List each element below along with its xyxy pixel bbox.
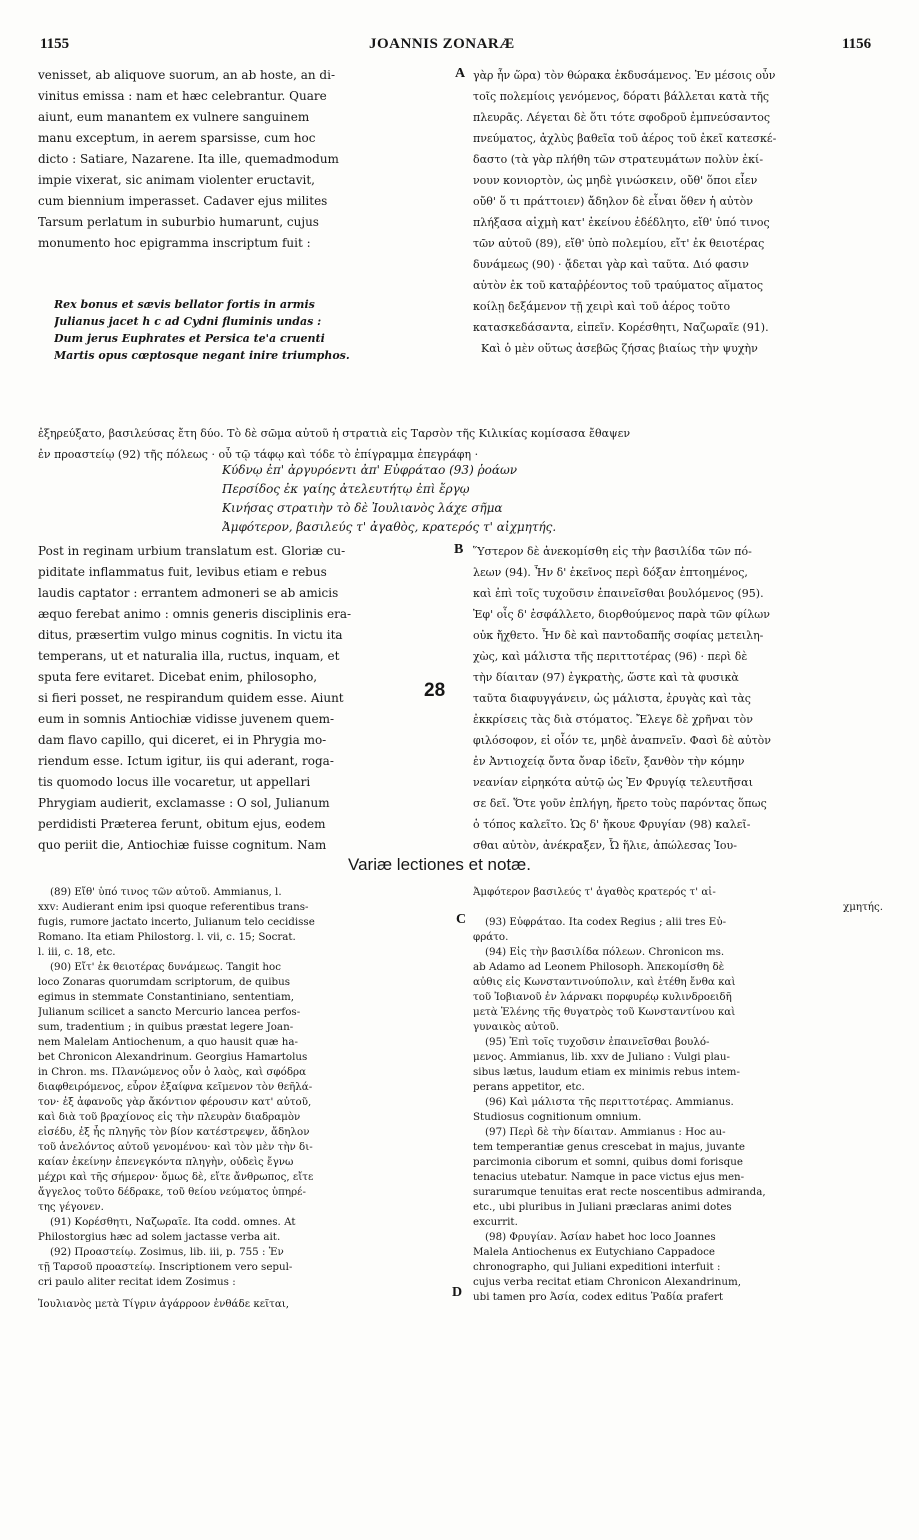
text-line: riendum esse. Ictum igitur, iis qui aderant, roga- — [38, 754, 334, 768]
text-line: sputa fere evitaret. Dicebat enim, philosopho, — [38, 670, 318, 684]
note-line: (90) Εἴτ' ἐκ θειοτέρας δυνάμεως. Tangit hoc — [50, 961, 281, 973]
margin-letter-c: C — [456, 912, 467, 927]
note-line: tem temperantiæ genus crescebat in majus, juvante — [473, 1141, 745, 1153]
text-line: τοῖς πολεμίοις γενόμενος, δόρατι βάλλεται κατὰ τῆς — [473, 90, 770, 103]
notes-heading: Variæ lectiones et notæ. — [348, 855, 531, 874]
note-line: in Chron. ms. Πλανώμενος οὖν ὁ λαὸς, καὶ σφόδρα — [38, 1066, 307, 1078]
note-line: ἄγγελος τοῦτο δέδρακε, τοῦ θείου νεύματος ὑπηρέ- — [38, 1186, 306, 1198]
verse-line: Περσίδος ἐκ γαίης ἀτελευτήτῳ ἐπὶ ἔργῳ — [222, 482, 470, 496]
note-line: fugis, rumore jactato incerto, Julianum telo cecidisse — [38, 916, 315, 928]
note-line: διαφθειρόμενος, εὗρον ἐξαίφνα κεῖμενον τὸν θεῆλά- — [38, 1081, 313, 1093]
note-line: nem Malelam Antiochenum, a quo hausit quæ ha- — [38, 1036, 298, 1048]
text-line: πλήξασα αἰχμὴ κατ' ἐκείνου ἐδέδλητο, εἴθ' ὑπό τινος — [473, 216, 770, 229]
text-line: ἐν προαστείῳ (92) τῆς πόλεως · οὗ τῷ τάφῳ καὶ τόδε τὸ ἐπίγραμμα ἐπεγράφη · — [38, 448, 479, 461]
text-line: πλευρᾶς. Λέγεται δὲ ὅτι τότε σφοδροῦ ἐμπνεύσαντος — [473, 111, 770, 124]
note-line: loco Zonaras quorumdam scriptorum, de quibus — [38, 976, 291, 988]
note-line: μετὰ Ἑλένης τῆς θυγατρὸς τοῦ Κωνσταντίνου καὶ — [473, 1006, 736, 1018]
text-line: τῶν αὐτοῦ (89), εἴθ' ὑπὸ πολεμίου, εἴτ' ἐκ θειοτέρας — [473, 237, 765, 250]
note-line: xxv: Audierant enim ipsi quoque referentibus trans- — [38, 901, 309, 913]
text-line: νεανίαν εἰρηκότα αὐτῷ ὡς Ἐν Φρυγίᾳ τελευτῆσαι — [473, 776, 753, 789]
note-line: Ἀμφότερον βασιλεύς τ' ἀγαθὸς κρατερός τ' αἰ- — [473, 886, 716, 898]
text-line: vinitus emissa : nam et hæc celebrantur. Quare — [38, 89, 327, 103]
note-line: (98) Φρυγίαν. Ἀσίαν habet hoc loco Joannes — [485, 1231, 716, 1243]
text-line: πνεύματος, ἀχλὺς βαθεῖα τοῦ ἀέρος τοῦ ἐκεῖ κατεσκέ- — [473, 132, 777, 145]
note-line: χμητής. — [842, 901, 883, 913]
note-line: chronographo, qui Juliani expeditioni interfuit : — [473, 1261, 721, 1273]
text-line: Καὶ ὁ μὲν οὕτως ἀσεβῶς ζήσας βιαίως τὴν ψυχὴν — [481, 342, 758, 355]
text-line: Tarsum perlatum in suburbio humarunt, cujus — [38, 215, 319, 229]
verse-line: Martis opus cœptosque negant inire triumphos. — [54, 349, 350, 362]
note-line: εἰσέδυ, ἐξ ἧς πληγῆς τὸν βίον κατέστρεψεν, ἄδηλον — [38, 1126, 310, 1138]
text-line: manu exceptum, in aerem sparsisse, cum hoc — [38, 131, 316, 145]
page-number-left: 1155 — [40, 36, 70, 52]
text-line: Phrygiam audierit, exclamasse : O sol, Julianum — [38, 796, 330, 810]
text-line: laudis captator : errantem admoneri se ab amicis — [38, 586, 339, 600]
text-line: perdidisti Præterea ferunt, obitum ejus, eodem — [38, 817, 326, 831]
text-line: ἐκκρίσεις τὰς διὰ στόματος. Ἔλεγε δὲ χρῆναι τὸν — [473, 713, 753, 726]
margin-letter-a: A — [455, 66, 466, 81]
page-number-right: 1156 — [842, 36, 872, 52]
note-line: cujus verba recitat etiam Chronicon Alexandrinum, — [473, 1276, 742, 1288]
running-title: JOANNIS ZONARÆ — [369, 36, 515, 52]
note-line: Malela Antiochenus ex Eutychiano Cappadoce — [473, 1246, 715, 1258]
text-line: tis quomodo locus ille vocaretur, ut appellari — [38, 775, 311, 789]
verse-line: Rex bonus et sævis bellator fortis in armis — [54, 298, 315, 311]
note-line: l. iii, c. 18, etc. — [38, 946, 116, 958]
text-line: χὼς, καὶ μάλιστα τῆς περιττοτέρας (96) · περὶ δὲ — [473, 650, 748, 663]
note-line: τῇ Ταρσοῦ προαστείῳ. Inscriptionem vero sepul- — [38, 1261, 293, 1273]
verse-line: Ἀμφότερον, βασιλεύς τ' ἀγαθὸς, κρατερός τ' αἰχμητής. — [222, 520, 557, 534]
text-line: si fieri posset, ne respirandum quidem esse. Aiunt — [38, 691, 344, 705]
text-line: piditate inflammatus fuit, levibus etiam e rebus — [38, 565, 327, 579]
text-line: τὴν δίαιταν (97) ἐγκρατὴς, ὥστε καὶ τὰ φυσικὰ — [473, 671, 739, 684]
note-line: αὐθις εἰς Κωνσταντινούπολιν, καὶ ἐτέθη ἔνθα καὶ — [473, 976, 736, 988]
note-line: excurrit. — [473, 1216, 518, 1228]
text-line: impie vixerat, sic animam violenter eructavit, — [38, 173, 315, 187]
note-line: Studiosus cognitionum omnium. — [473, 1111, 642, 1123]
verse-line: Κινήσας στρατιὴν τὸ δὲ Ἰουλιανὸς λάχε σῆμα — [222, 501, 503, 515]
text-line: φιλόσοφον, εἰ οἷόν τε, μηδὲ ἀναπνεῖν. Φασὶ δὲ αὐτὸν — [473, 734, 771, 747]
text-line: monumento hoc epigramma inscriptum fuit : — [38, 236, 311, 250]
text-line: Ὕστερον δὲ ἀνεκομίσθη εἰς τὴν βασιλίδα τῶν πό- — [473, 545, 752, 558]
note-line: cri paulo aliter recitat idem Zosimus : — [38, 1276, 236, 1288]
note-line: της γέγονεν. — [38, 1201, 104, 1213]
note-line: (93) Εὐφράταο. Ita codex Regius ; alii tres Εὐ- — [485, 916, 727, 928]
note-line: Philostorgius hæc ad solem jactasse verba ait. — [38, 1231, 281, 1243]
text-line: Post in reginam urbium translatum est. Gloriæ cu- — [38, 544, 346, 558]
text-line: quo periit die, Antiochiæ fuisse cognitum. Nam — [38, 838, 327, 852]
note-line: μενος. Ammianus, lib. xxv de Juliano : Vulgi plau- — [473, 1051, 730, 1063]
note-line: τον· ἐξ ἀφανοῦς γὰρ ἄκόντιον φέρουσιν κατ' αὐτοῦ, — [38, 1096, 312, 1108]
note-line: καίαν ἐκείνην ἐπενεγκόντα πληγὴν, οὐδεὶς ἔγνω — [38, 1156, 294, 1168]
note-line: τοῦ Ἰοβιανοῦ ἐν λάρνακι πορφυρέῳ κυλινδροειδῆ — [473, 991, 732, 1003]
text-line: κατασκεδάσαντα, εἰπεῖν. Κορέσθητι, Ναζωραῖε (91). — [473, 321, 769, 334]
text-line: κοίλῃ δεξάμενον τῇ χειρὶ καὶ τοῦ ἀέρος τοῦτο — [473, 300, 731, 313]
verse-line: Julianus jacet h c ad Cydni fluminis undas : — [54, 315, 322, 328]
note-line: ubi tamen pro Ἀσία, codex editus Ῥαδία prafert — [473, 1291, 724, 1303]
note-line: (96) Καὶ μάλιστα τῆς περιττοτέρας. Ammianus. — [485, 1096, 734, 1108]
note-line: Ἰουλιανὸς μετὰ Τίγριν ἀγάρροον ἐνθάδε κεῖται, — [38, 1298, 290, 1310]
text-line: καὶ ἐπὶ τοῖς τυχοῦσιν ἐπαινεῖσθαι βουλόμενος (95). — [473, 587, 764, 600]
note-line: perans appetitor, etc. — [473, 1081, 585, 1093]
text-line: δαστο (τὰ γὰρ πλήθη τῶν στρατευμάτων πολὺν ἐκί- — [473, 153, 764, 166]
note-line: ab Adamo ad Leonem Philosoph. Ἀπεκομίσθη δὲ — [473, 961, 725, 973]
note-line: (92) Προαστείῳ. Zosimus, lib. iii, p. 755 : Ἐν — [50, 1246, 284, 1258]
note-line: μέχρι καὶ τῆς σήμερον· ὅμως δὲ, εἴτε ἄνθρωπος, εἴτε — [38, 1171, 314, 1183]
text-line: γὰρ ἦν ὥρα) τὸν θώρακα ἐκδυσάμενος. Ἐν μέσοις οὖν — [473, 69, 776, 82]
note-line: γυναικὸς αὐτοῦ. — [473, 1021, 559, 1033]
text-line: temperans, ut et naturalia illa, ructus, inquam, et — [38, 649, 340, 663]
text-line: σε δεῖ. Ὅτε γοῦν ἐπλήγη, ἤρετο τοὺς παρόντας ὅπως — [473, 797, 767, 810]
text-line: σθαι αὐτὸν, ἀνέκραξεν, Ὦ ἥλιε, ἀπώλεσας Ἰου- — [473, 839, 737, 852]
text-line: venisset, ab aliquove suorum, an ab hoste, an di- — [38, 68, 335, 82]
text-line: ταῦτα διαφυγγάνειν, ὡς μάλιστα, ἐρυγὰς καὶ τὰς — [473, 692, 751, 705]
note-line: bet Chronicon Alexandrinum. Georgius Hamartolus — [38, 1051, 308, 1063]
note-line: sum, tradentium ; in quibus præstat legere Joan- — [38, 1021, 294, 1033]
margin-number-28: 28 — [424, 680, 446, 701]
margin-letter-b: B — [454, 542, 464, 557]
text-line: οὔθ' ὅ τι πράττοιεν) ἄδηλον δὲ εἶναι ὅθεν ἡ αὐτὸν — [473, 195, 753, 208]
text-line: ditus, præsertim vulgo minus cognitis. In victu ita — [38, 628, 343, 642]
text-line: eum in somnis Antiochiæ vidisse juvenem quem- — [38, 712, 335, 726]
text-line: cum biennium imperasset. Cadaver ejus milites — [38, 194, 328, 208]
note-line: surarumque tenuitas erat recte noscentibus admiranda, — [473, 1186, 766, 1198]
text-line: aiunt, eum manantem ex vulnere sanguinem — [38, 110, 310, 124]
note-line: τοῦ ἀνελόντος αὐτοῦ γενομένου· καὶ τὸν μὲν τὴν δι- — [38, 1141, 313, 1153]
note-line: Romano. Ita etiam Philostorg. l. vii, c. 15; Socrat. — [38, 931, 296, 943]
note-line: (94) Εἰς τὴν βασιλίδα πόλεων. Chronicon ms. — [485, 946, 725, 958]
note-line: parcimonia ciborum et somni, quibus domi forisque — [473, 1156, 743, 1168]
text-line: ὁ τόπος καλεῖτο. Ὡς δ' ἤκουε Φρυγίαν (98) καλεῖ- — [473, 818, 751, 831]
text-line: dicto : Satiare, Nazarene. Ita ille, quemadmodum — [38, 152, 339, 166]
note-line: φράτο. — [473, 931, 509, 943]
note-line: egimus in stemmate Constantiniano, sententiam, — [38, 991, 295, 1003]
note-line: sibus lætus, laudum etiam ex minimis rebus intem- — [473, 1066, 740, 1078]
verse-line: Κύδνῳ ἐπ' ἀργυρόεντι ἀπ' Εὐφράταο (93) ῥοάων — [222, 463, 518, 477]
note-line: (95) Ἐπὶ τοῖς τυχοῦσιν ἐπαινεῖσθαι βουλό- — [485, 1036, 710, 1048]
text-line: οὐκ ἤχθετο. Ἦν δὲ καὶ παντοδαπῆς σοφίας μετειλη- — [473, 629, 764, 642]
note-line: Julianum scilicet a sancto Mercurio lancea perfos- — [38, 1006, 301, 1018]
text-line: αὐτὸν ἐκ τοῦ καταῤῥέοντος τοῦ τραύματος αἵματος — [473, 279, 763, 292]
text-line: Ἐφ' οἷς δ' ἐσφάλλετο, διορθούμενος παρὰ τῶν φίλων — [473, 608, 770, 621]
text-line: ἐν Ἀντιοχείᾳ ὄντα ὄναρ ἰδεῖν, ξανθὸν τὴν κόμην — [473, 755, 745, 768]
text-line: νουν κονιορτὸν, ὡς μηδὲ γινώσκειν, οὔθ' ὅποι εἶεν — [473, 174, 758, 187]
text-line: dam flavo capillo, qui diceret, ei in Phrygia mo- — [38, 733, 327, 747]
text-line: æquo ferebat animo : omnis generis disciplinis era- — [38, 607, 352, 621]
text-line: λεων (94). Ἦν δ' ἐκεῖνος περὶ δόξαν ἐπτοημένος, — [473, 566, 748, 579]
text-line: ἐξηρεύξατο, βασιλεύσας ἔτη δύο. Τὸ δὲ σῶμα αὐτοῦ ἡ στρατιὰ εἰς Ταρσὸν τῆς Κιλικίας κομίσασα ἔθαψεν — [38, 427, 631, 440]
note-line: (89) Εἴθ' ὑπό τινος τῶν αὐτοῦ. Ammianus, l. — [50, 886, 282, 898]
text-line: δυνάμεως (90) · ᾄδεται γὰρ καὶ ταῦτα. Διό φασιν — [473, 258, 749, 271]
note-line: καὶ διὰ τοῦ βραχίονος εἰς τὴν πλευρὰν διαδραμὸν — [38, 1111, 301, 1123]
note-line: (91) Κορέσθητι, Ναζωραῖε. Ita codd. omnes. At — [50, 1216, 296, 1228]
note-line: (97) Περὶ δὲ τὴν δίαιταν. Ammianus : Hoc au- — [485, 1126, 726, 1138]
margin-letter-d: D — [452, 1285, 463, 1300]
verse-line: Dum jerus Euphrates et Persica te'a cruenti — [54, 332, 325, 345]
note-line: etc., ubi pluribus in Juliani præclaras animi dotes — [473, 1201, 732, 1213]
note-line: tenacius utebatur. Namque in pace victus ejus men- — [473, 1171, 745, 1183]
